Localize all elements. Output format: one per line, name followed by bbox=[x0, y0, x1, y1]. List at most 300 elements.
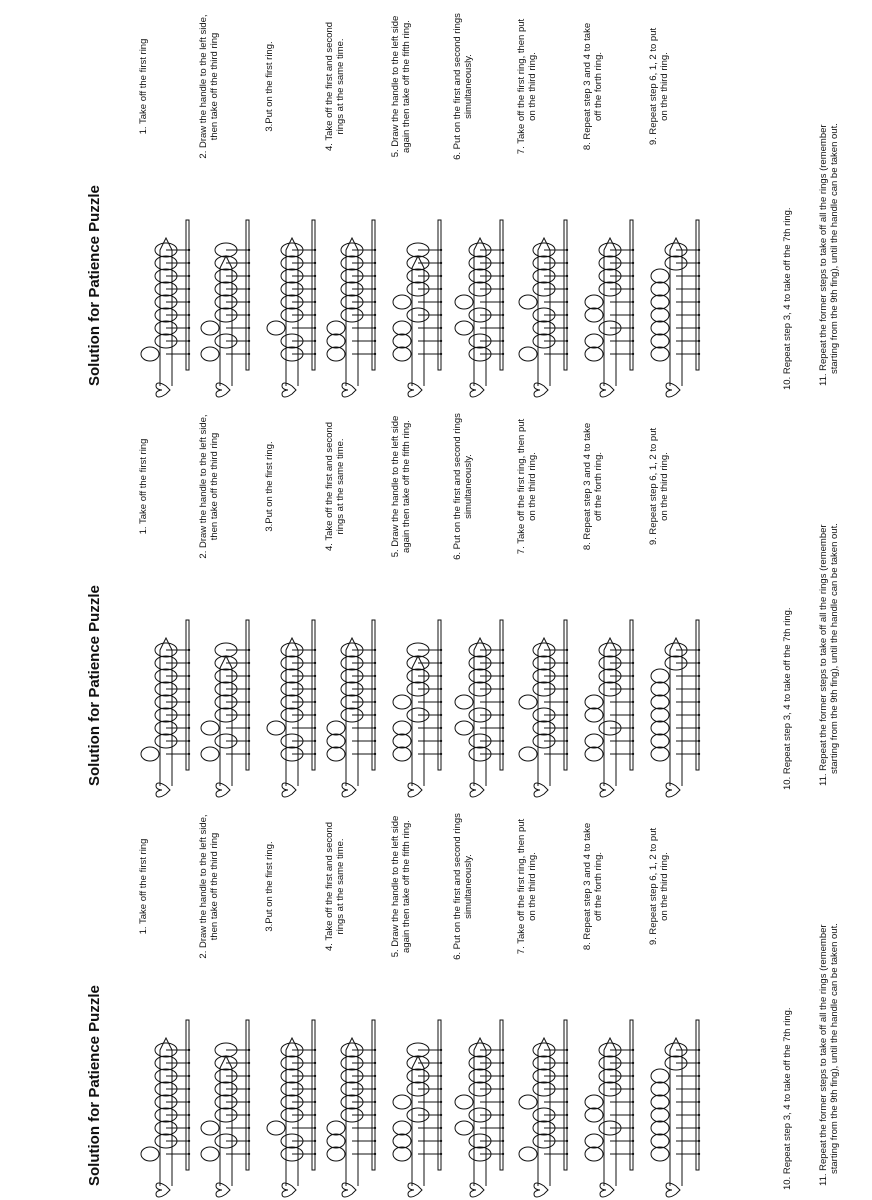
puzzle-diagram bbox=[580, 580, 640, 800]
rod-pin bbox=[632, 288, 634, 290]
rod-pin bbox=[440, 649, 442, 651]
caption-line: simultaneously. bbox=[463, 854, 474, 919]
puzzle-diagram bbox=[322, 180, 382, 400]
puzzle-diagram bbox=[262, 180, 322, 400]
rod-pin bbox=[314, 662, 316, 664]
caption-line: 3.Put on the first ring. bbox=[264, 41, 275, 132]
step-caption bbox=[138, 799, 149, 974]
rod-pin bbox=[440, 314, 442, 316]
rod-pin bbox=[502, 1049, 504, 1051]
step-caption bbox=[324, 399, 346, 574]
rod-pin bbox=[440, 688, 442, 690]
rod-pin bbox=[374, 1101, 376, 1103]
handle-heart-icon bbox=[534, 1183, 548, 1197]
ring bbox=[651, 1069, 669, 1083]
rod-pin bbox=[188, 714, 190, 716]
ring bbox=[585, 308, 603, 322]
handle-frame bbox=[346, 238, 358, 386]
rod-pin bbox=[314, 714, 316, 716]
puzzle-diagram bbox=[450, 980, 510, 1200]
rod-pin bbox=[188, 662, 190, 664]
ring bbox=[651, 308, 669, 322]
handle-heart-icon bbox=[156, 1183, 170, 1197]
rod-pin bbox=[632, 262, 634, 264]
handle-heart-icon bbox=[470, 783, 484, 797]
handle-frame bbox=[160, 238, 172, 386]
step-caption bbox=[138, 399, 149, 574]
puzzle-diagram bbox=[646, 580, 706, 800]
handle-frame bbox=[538, 238, 550, 386]
rod-pin bbox=[248, 327, 250, 329]
rod-pin bbox=[314, 649, 316, 651]
handle-frame bbox=[604, 1038, 616, 1186]
ring bbox=[455, 321, 473, 335]
rod-pin bbox=[566, 262, 568, 264]
rod-pin bbox=[374, 327, 376, 329]
rod-pin bbox=[188, 262, 190, 264]
ring bbox=[327, 1121, 345, 1135]
rod-pin bbox=[632, 314, 634, 316]
rod-pin bbox=[632, 327, 634, 329]
rod-pin bbox=[632, 675, 634, 677]
rod-pin bbox=[248, 1062, 250, 1064]
rod-pin bbox=[374, 1127, 376, 1129]
rod-pin bbox=[566, 1088, 568, 1090]
ring bbox=[201, 321, 219, 335]
rod-pin bbox=[502, 1153, 504, 1155]
base-bar bbox=[312, 1020, 315, 1170]
ring bbox=[455, 721, 473, 735]
handle-heart-icon bbox=[216, 383, 230, 397]
rod-pin bbox=[632, 727, 634, 729]
rod-pin bbox=[632, 340, 634, 342]
rod-pin bbox=[374, 1075, 376, 1077]
handle-heart-icon bbox=[600, 783, 614, 797]
rod-pin bbox=[502, 1062, 504, 1064]
rod-pin bbox=[440, 714, 442, 716]
rod-pin bbox=[502, 1075, 504, 1077]
rod-pin bbox=[314, 353, 316, 355]
puzzle-diagram bbox=[136, 980, 196, 1200]
step-caption bbox=[390, 0, 412, 174]
rod-pin bbox=[188, 675, 190, 677]
puzzle-diagram bbox=[580, 980, 640, 1200]
rod-pin bbox=[374, 288, 376, 290]
rod-pin bbox=[502, 275, 504, 277]
rod-pin bbox=[374, 688, 376, 690]
rod-pin bbox=[314, 1075, 316, 1077]
ring bbox=[393, 1121, 411, 1135]
handle-heart-icon bbox=[216, 1183, 230, 1197]
rod-pin bbox=[188, 275, 190, 277]
ring bbox=[519, 1095, 537, 1109]
rod-pin bbox=[502, 327, 504, 329]
caption-line: 7. Take off the first ring, then put bbox=[516, 818, 527, 955]
handle-heart-icon bbox=[156, 783, 170, 797]
rod-pin bbox=[502, 675, 504, 677]
rod-pin bbox=[248, 753, 250, 755]
rod-pin bbox=[502, 353, 504, 355]
handle-frame bbox=[160, 1038, 172, 1186]
ring bbox=[519, 695, 537, 709]
ring bbox=[585, 1134, 603, 1148]
caption-line: 1. Take off the first ring bbox=[138, 838, 149, 935]
rod-pin bbox=[632, 662, 634, 664]
rod-pin bbox=[248, 688, 250, 690]
caption-line: 5. Draw the handle to the left side bbox=[390, 415, 401, 558]
base-bar bbox=[630, 1020, 633, 1170]
handle-frame bbox=[670, 238, 682, 386]
rod-pin bbox=[374, 301, 376, 303]
rod-pin bbox=[248, 675, 250, 677]
rod-pin bbox=[314, 1153, 316, 1155]
ring bbox=[585, 295, 603, 309]
rod-pin bbox=[248, 301, 250, 303]
rod-pin bbox=[314, 340, 316, 342]
ring bbox=[651, 1082, 669, 1096]
rod-pin bbox=[632, 1140, 634, 1142]
rod-pin bbox=[314, 675, 316, 677]
handle-frame bbox=[474, 638, 486, 786]
rod-pin bbox=[698, 727, 700, 729]
ring bbox=[585, 1095, 603, 1109]
ring bbox=[141, 347, 159, 361]
rod-pin bbox=[374, 1140, 376, 1142]
ring bbox=[585, 1147, 603, 1161]
step-caption bbox=[516, 399, 538, 574]
rod-pin bbox=[698, 353, 700, 355]
rod-pin bbox=[566, 740, 568, 742]
handle-heart-icon bbox=[408, 383, 422, 397]
ring bbox=[651, 695, 669, 709]
rod-pin bbox=[188, 727, 190, 729]
caption-line: 8. Repeat step 3 and 4 to take bbox=[582, 422, 593, 551]
rod-pin bbox=[188, 701, 190, 703]
ring bbox=[393, 334, 411, 348]
caption-line: 9. Repeat step 6, 1, 2 to put bbox=[648, 27, 659, 146]
instruction-sheet-1 bbox=[0, 800, 872, 1200]
ring bbox=[585, 734, 603, 748]
caption-line: again then take off the fifth ring. bbox=[401, 820, 412, 953]
rod-pin bbox=[502, 288, 504, 290]
rod-pin bbox=[566, 288, 568, 290]
rod-pin bbox=[248, 1127, 250, 1129]
handle-frame bbox=[286, 1038, 298, 1186]
rod-pin bbox=[698, 662, 700, 664]
puzzle-diagram bbox=[450, 580, 510, 800]
caption-line: off the forth ring. bbox=[593, 52, 604, 122]
handle-frame bbox=[474, 238, 486, 386]
rod-pin bbox=[248, 1101, 250, 1103]
rod-pin bbox=[188, 314, 190, 316]
rod-pin bbox=[698, 675, 700, 677]
rod-pin bbox=[440, 288, 442, 290]
rod-pin bbox=[314, 314, 316, 316]
step-10-text bbox=[782, 10, 793, 390]
rod-pin bbox=[698, 301, 700, 303]
rod-pin bbox=[440, 675, 442, 677]
rod-pin bbox=[440, 1049, 442, 1051]
rod-pin bbox=[632, 249, 634, 251]
rod-pin bbox=[188, 327, 190, 329]
rod-pin bbox=[440, 1153, 442, 1155]
rod-pin bbox=[440, 249, 442, 251]
rod-pin bbox=[188, 1153, 190, 1155]
step-caption bbox=[582, 399, 604, 574]
step-caption bbox=[264, 799, 275, 974]
puzzle-diagram bbox=[136, 180, 196, 400]
step-10-text bbox=[782, 810, 793, 1190]
rod-pin bbox=[314, 1088, 316, 1090]
base-bar bbox=[246, 620, 249, 770]
puzzle-diagram bbox=[322, 580, 382, 800]
rod-pin bbox=[188, 301, 190, 303]
rod-pin bbox=[314, 301, 316, 303]
step-caption bbox=[452, 799, 474, 974]
rod-pin bbox=[698, 1101, 700, 1103]
ring bbox=[651, 721, 669, 735]
rod-pin bbox=[188, 340, 190, 342]
handle-heart-icon bbox=[666, 783, 680, 797]
caption-line: again then take off the fifth ring. bbox=[401, 20, 412, 153]
rod-pin bbox=[502, 649, 504, 651]
step-caption bbox=[648, 399, 670, 574]
rod-pin bbox=[440, 262, 442, 264]
rod-pin bbox=[440, 1075, 442, 1077]
rod-pin bbox=[566, 649, 568, 651]
ring bbox=[201, 1147, 219, 1161]
step-caption bbox=[198, 399, 220, 574]
caption-line: 5. Draw the handle to the left side bbox=[390, 15, 401, 158]
rod-pin bbox=[188, 1088, 190, 1090]
rod-pin bbox=[248, 1114, 250, 1116]
rod-pin bbox=[314, 1101, 316, 1103]
rod-pin bbox=[248, 340, 250, 342]
rod-pin bbox=[374, 1114, 376, 1116]
rod-pin bbox=[374, 353, 376, 355]
ring bbox=[393, 695, 411, 709]
rod-pin bbox=[632, 1153, 634, 1155]
rod-pin bbox=[566, 1101, 568, 1103]
rod-pin bbox=[314, 1127, 316, 1129]
rod-pin bbox=[314, 327, 316, 329]
ring bbox=[267, 1121, 285, 1135]
rod-pin bbox=[188, 1140, 190, 1142]
rod-pin bbox=[566, 314, 568, 316]
page-title: Solution for Patience Puzzle bbox=[86, 985, 103, 1186]
caption-line: on the third ring. bbox=[659, 852, 670, 921]
rod-pin bbox=[698, 688, 700, 690]
ring bbox=[651, 682, 669, 696]
handle-frame bbox=[670, 1038, 682, 1186]
rod-pin bbox=[314, 688, 316, 690]
rod-pin bbox=[566, 275, 568, 277]
caption-line: on the third ring. bbox=[527, 52, 538, 121]
rod-pin bbox=[502, 314, 504, 316]
caption-line: simultaneously. bbox=[463, 454, 474, 519]
step-caption bbox=[264, 399, 275, 574]
rod-pin bbox=[374, 249, 376, 251]
rod-pin bbox=[440, 701, 442, 703]
rod-pin bbox=[248, 1088, 250, 1090]
rod-pin bbox=[440, 662, 442, 664]
step-11-text bbox=[818, 806, 840, 1186]
ring bbox=[651, 1108, 669, 1122]
ring bbox=[651, 269, 669, 283]
ring bbox=[201, 1121, 219, 1135]
rod-pin bbox=[698, 753, 700, 755]
rod-pin bbox=[374, 714, 376, 716]
rod-pin bbox=[566, 249, 568, 251]
sheet-content bbox=[0, 0, 872, 400]
handle-frame bbox=[346, 638, 358, 786]
puzzle-diagram bbox=[450, 180, 510, 400]
base-bar bbox=[186, 1020, 189, 1170]
rod-pin bbox=[698, 1088, 700, 1090]
rod-pin bbox=[314, 1114, 316, 1116]
rod-pin bbox=[566, 301, 568, 303]
caption-line: 9. Repeat step 6, 1, 2 to put bbox=[648, 427, 659, 546]
caption-line: 6. Put on the first and second rings bbox=[452, 413, 463, 560]
step-11-text bbox=[818, 6, 840, 386]
handle-heart-icon bbox=[216, 783, 230, 797]
caption-line: 4. Take off the first and second bbox=[324, 421, 335, 552]
ring bbox=[201, 721, 219, 735]
puzzle-diagram bbox=[514, 580, 574, 800]
rod-pin bbox=[632, 1101, 634, 1103]
rod-pin bbox=[566, 1062, 568, 1064]
rod-pin bbox=[566, 1153, 568, 1155]
rod-pin bbox=[188, 1049, 190, 1051]
rod-pin bbox=[314, 262, 316, 264]
caption-line: 6. Put on the first and second rings bbox=[452, 813, 463, 960]
rod-pin bbox=[632, 649, 634, 651]
caption-line: 2. Draw the handle to the left side, bbox=[198, 414, 209, 559]
ring bbox=[393, 734, 411, 748]
base-bar bbox=[246, 220, 249, 370]
sheet-content bbox=[0, 800, 872, 1200]
handle-heart-icon bbox=[470, 1183, 484, 1197]
caption-line: on the third ring. bbox=[527, 452, 538, 521]
handle-frame bbox=[604, 238, 616, 386]
rod-pin bbox=[188, 249, 190, 251]
ring bbox=[651, 347, 669, 361]
rod-pin bbox=[374, 649, 376, 651]
step-caption bbox=[198, 0, 220, 174]
footer-line: starting from the 9th fing), until the handle can be taken out. bbox=[829, 123, 840, 374]
rod-pin bbox=[632, 701, 634, 703]
rod-pin bbox=[314, 727, 316, 729]
step-caption bbox=[648, 799, 670, 974]
handle-frame bbox=[604, 638, 616, 786]
rod-pin bbox=[632, 1075, 634, 1077]
ring bbox=[585, 695, 603, 709]
handle-heart-icon bbox=[282, 783, 296, 797]
puzzle-diagram bbox=[646, 180, 706, 400]
ring bbox=[651, 1121, 669, 1135]
rod-pin bbox=[314, 275, 316, 277]
step-caption bbox=[264, 0, 275, 174]
rod-pin bbox=[632, 1049, 634, 1051]
base-bar bbox=[564, 1020, 567, 1170]
rod-pin bbox=[374, 1049, 376, 1051]
rod-pin bbox=[188, 740, 190, 742]
footer-line: 11. Repeat the former steps to take off all the rings (remember bbox=[818, 924, 829, 1186]
rod-pin bbox=[698, 327, 700, 329]
rod-pin bbox=[632, 714, 634, 716]
rod-pin bbox=[374, 662, 376, 664]
base-bar bbox=[630, 220, 633, 370]
instruction-sheet-3 bbox=[0, 0, 872, 400]
puzzle-diagram bbox=[196, 180, 256, 400]
rod-pin bbox=[632, 353, 634, 355]
rod-pin bbox=[698, 1075, 700, 1077]
rod-pin bbox=[632, 275, 634, 277]
puzzle-diagram bbox=[262, 980, 322, 1200]
caption-line: 7. Take off the first ring, then put bbox=[516, 18, 527, 155]
rod-pin bbox=[566, 1127, 568, 1129]
rod-pin bbox=[314, 1140, 316, 1142]
rod-pin bbox=[502, 662, 504, 664]
puzzle-diagram bbox=[514, 980, 574, 1200]
rod-pin bbox=[698, 714, 700, 716]
ring bbox=[327, 747, 345, 761]
base-bar bbox=[438, 620, 441, 770]
rod-pin bbox=[566, 327, 568, 329]
rod-pin bbox=[698, 1062, 700, 1064]
caption-line: 8. Repeat step 3 and 4 to take bbox=[582, 822, 593, 951]
rod-pin bbox=[566, 727, 568, 729]
step-caption bbox=[452, 399, 474, 574]
rod-pin bbox=[632, 753, 634, 755]
ring bbox=[393, 295, 411, 309]
rod-pin bbox=[632, 1114, 634, 1116]
ring bbox=[201, 347, 219, 361]
rod-pin bbox=[248, 262, 250, 264]
ring bbox=[327, 321, 345, 335]
rod-pin bbox=[502, 301, 504, 303]
rod-pin bbox=[502, 688, 504, 690]
caption-line: again then take off the fifth ring. bbox=[401, 420, 412, 553]
ring bbox=[393, 1147, 411, 1161]
caption-line: 6. Put on the first and second rings bbox=[452, 13, 463, 160]
rod-pin bbox=[314, 249, 316, 251]
caption-line: 3.Put on the first ring. bbox=[264, 441, 275, 532]
ring bbox=[327, 721, 345, 735]
ring bbox=[651, 282, 669, 296]
rod-pin bbox=[374, 1062, 376, 1064]
ring bbox=[651, 1134, 669, 1148]
rod-pin bbox=[502, 1088, 504, 1090]
rod-pin bbox=[632, 1062, 634, 1064]
rod-pin bbox=[374, 262, 376, 264]
handle-heart-icon bbox=[534, 383, 548, 397]
rod-pin bbox=[374, 740, 376, 742]
rod-pin bbox=[188, 1062, 190, 1064]
handle-frame bbox=[474, 1038, 486, 1186]
base-bar bbox=[438, 220, 441, 370]
rod-pin bbox=[632, 688, 634, 690]
ring bbox=[585, 747, 603, 761]
rod-pin bbox=[632, 1088, 634, 1090]
base-bar bbox=[500, 220, 503, 370]
rod-pin bbox=[566, 353, 568, 355]
sheet-content bbox=[0, 400, 872, 800]
ring bbox=[519, 347, 537, 361]
ring bbox=[393, 721, 411, 735]
step-caption bbox=[324, 0, 346, 174]
caption-line: on the third ring. bbox=[527, 852, 538, 921]
